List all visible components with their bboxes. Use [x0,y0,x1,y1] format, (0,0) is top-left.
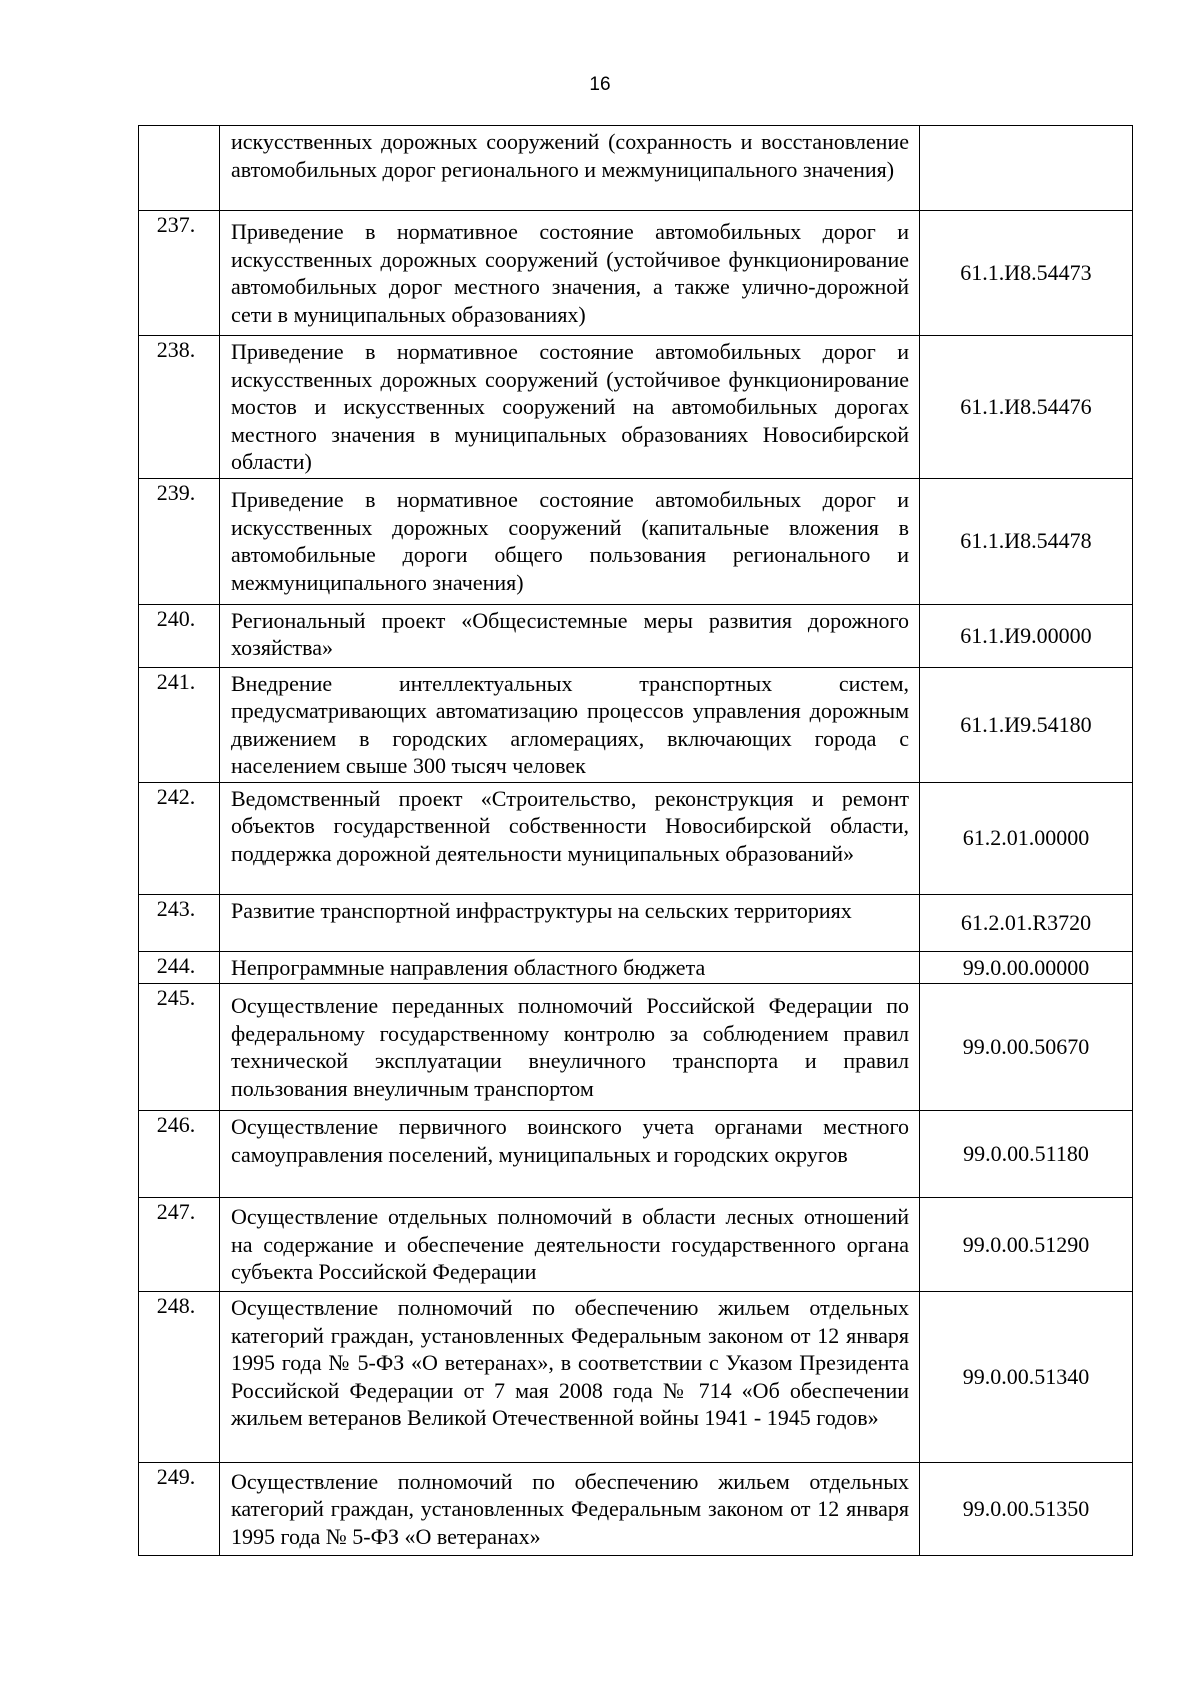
row-number: 244. [139,951,220,984]
row-number: 239. [139,478,220,604]
row-name: Осуществление первичного воинского учета органами местного самоуправления поселений, муниципальных и городских округов [220,1111,920,1198]
row-number: 238. [139,336,220,479]
row-number: 245. [139,984,220,1111]
row-name: Осуществление отдельных полномочий в области лесных отношений на содержание и обеспечение деятельности государственного органа субъекта Российской Федерации [220,1198,920,1292]
row-number: 243. [139,894,220,951]
table-row [139,951,1133,984]
row-number: 249. [139,1463,220,1556]
row-number: 242. [139,782,220,894]
row-name: Осуществление переданных полномочий Российской Федерации по федеральному государственному контролю за соблюдением правил технической эксплуатации внеуличного транспорта и правил пользования внеуличным транспортом [220,984,920,1111]
row-code [920,126,1133,211]
row-code: 99.0.00.51290 [920,1198,1133,1292]
row-code: 61.1.И8.54473 [920,211,1133,336]
row-number: 237. [139,211,220,336]
row-code: 99.0.00.51350 [920,1463,1133,1556]
row-name: Осуществление полномочий по обеспечению жильем отдельных категорий граждан, установленных Федеральным законом от 12 января 1995 года № 5-ФЗ «О ветеранах», в соответствии с Указом Президента Российской Федерации от 7 мая 2008 года № 714 «Об обеспечении жильем ветеранов Великой Отечественной войны 1941 - 1945 годов» [220,1292,920,1463]
table-row [139,1111,1133,1198]
row-name: Непрограммные направления областного бюджета [220,951,920,984]
table-row [139,782,1133,894]
row-code: 99.0.00.50670 [920,984,1133,1111]
table-row [139,894,1133,951]
row-code: 61.1.И8.54476 [920,336,1133,479]
row-name: искусственных дорожных сооружений (сохранность и восстановление автомобильных дорог регионального и межмуниципального значения) [220,126,920,211]
row-name: Приведение в нормативное состояние автомобильных дорог и искусственных дорожных сооружений (устойчивое функционирование автомобильных дорог местного значения, а также улично-дорожной сети в муниципальных образованиях) [220,211,920,336]
page-number: 16 [589,74,611,95]
row-code: 99.0.00.51180 [920,1111,1133,1198]
row-name: Ведомственный проект «Строительство, реконструкция и ремонт объектов государственной собственности Новосибирской области, поддержка дорожной деятельности муниципальных образований» [220,782,920,894]
table-row [139,984,1133,1111]
table-row [139,336,1133,479]
row-number: 246. [139,1111,220,1198]
row-number: 240. [139,604,220,667]
row-code: 61.2.01.R3720 [920,894,1133,951]
table-row [139,126,1133,211]
row-code: 61.2.01.00000 [920,782,1133,894]
table-row [139,667,1133,782]
row-name: Региональный проект «Общесистемные меры развития дорожного хозяйства» [220,604,920,667]
table-row [139,211,1133,336]
table-row [139,478,1133,604]
row-name: Развитие транспортной инфраструктуры на сельских территориях [220,894,920,951]
row-name: Внедрение интеллектуальных транспортных систем, предусматривающих автоматизацию процессов управления дорожным движением в городских агломерациях, включающих города с населением свыше 300 тысяч человек [220,667,920,782]
table-row [139,1292,1133,1463]
table-row [139,604,1133,667]
row-code: 99.0.00.51340 [920,1292,1133,1463]
row-number: 247. [139,1198,220,1292]
row-number: 248. [139,1292,220,1463]
row-name: Приведение в нормативное состояние автомобильных дорог и искусственных дорожных сооружений (устойчивое функционирование мостов и искусственных сооружений на автомобильных дорогах местного значения в муниципальных образованиях Новосибирской области) [220,336,920,479]
row-number: 241. [139,667,220,782]
row-code: 61.1.И8.54478 [920,478,1133,604]
table-row [139,1463,1133,1556]
row-name: Осуществление полномочий по обеспечению жильем отдельных категорий граждан, установленных Федеральным законом от 12 января 1995 года № 5-ФЗ «О ветеранах» [220,1463,920,1556]
row-name: Приведение в нормативное состояние автомобильных дорог и искусственных дорожных сооружений (капитальные вложения в автомобильные дороги общего пользования регионального и межмуниципального значения) [220,478,920,604]
table-row [139,1198,1133,1292]
row-code: 61.1.И9.00000 [920,604,1133,667]
row-code: 61.1.И9.54180 [920,667,1133,782]
row-number [139,126,220,211]
row-code: 99.0.00.00000 [920,951,1133,984]
budget-code-table [138,125,1133,1556]
